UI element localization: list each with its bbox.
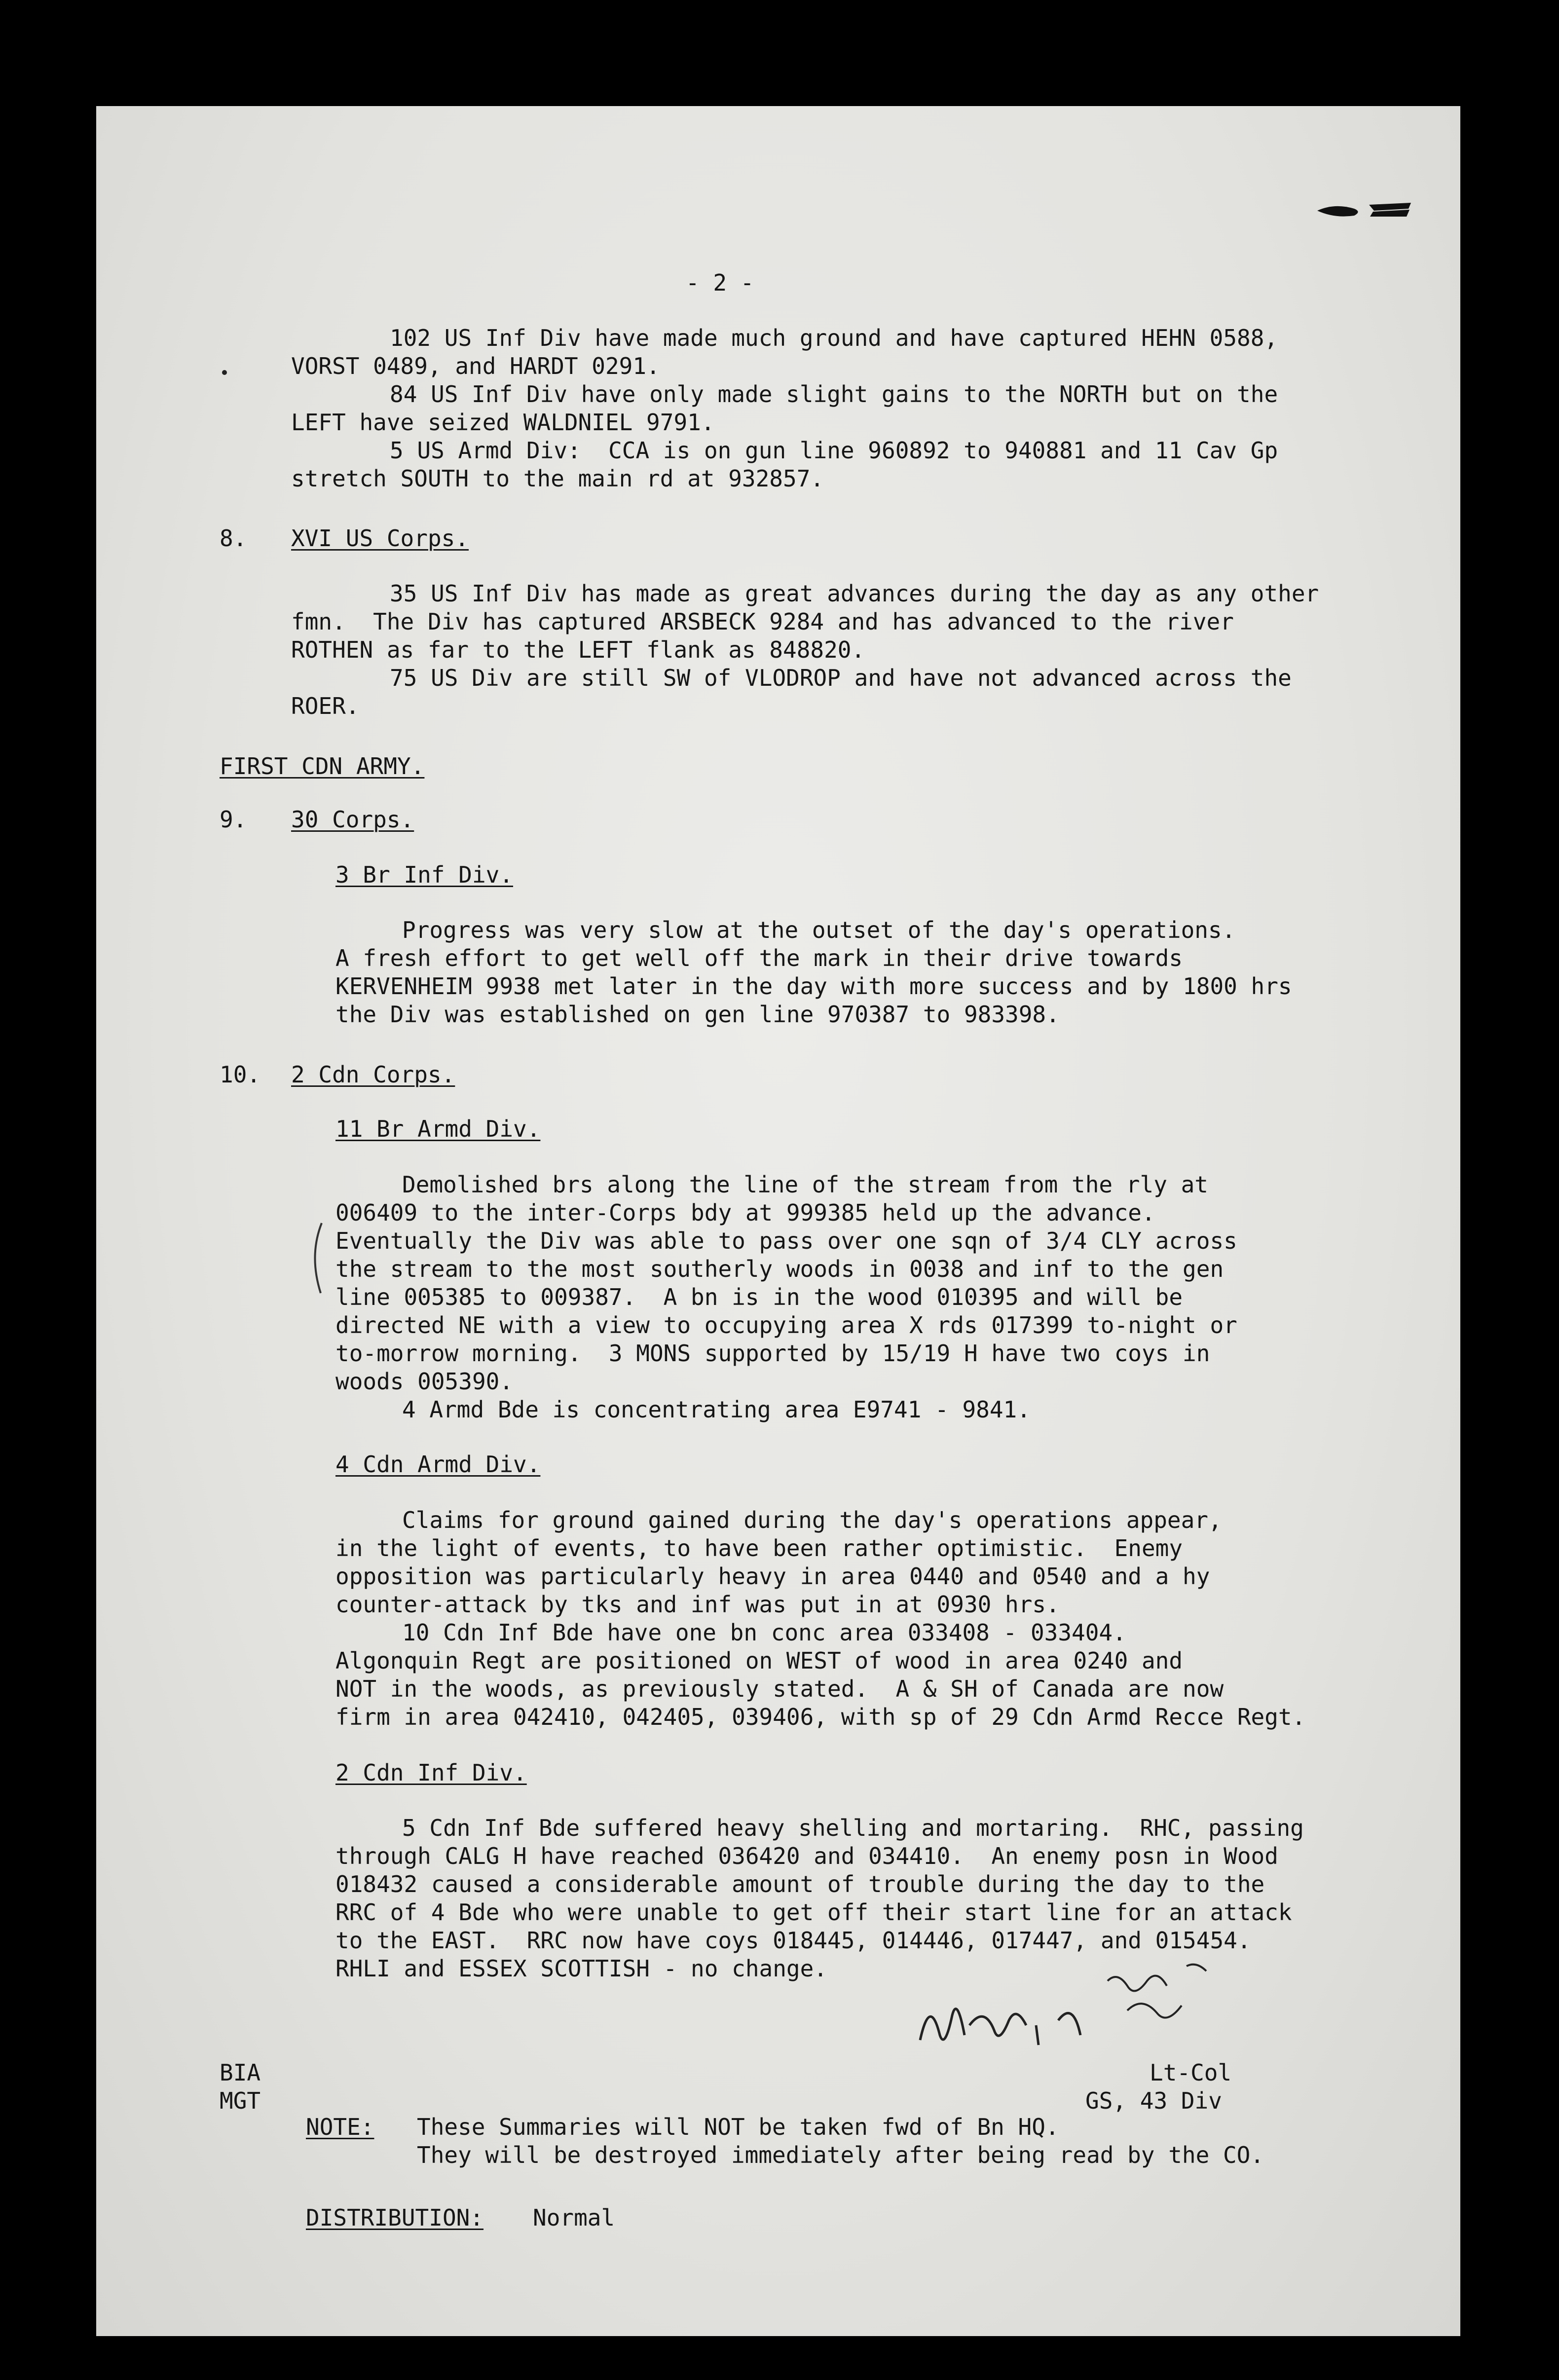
section-8-title: XVI US Corps. [291, 525, 469, 552]
para-4cdn-line-3: opposition was particularly heavy in area 0440 and 0540 and a hy [335, 1563, 1210, 1590]
distribution-label: DISTRIBUTION: [306, 2204, 484, 2231]
section-8-number: 8. [220, 525, 247, 552]
section-9-title: 30 Corps. [291, 806, 414, 833]
para-2cdn-line-5: to the EAST. RRC now have coys 018445, 014446, 017447, and 015454. [335, 1927, 1251, 1954]
note-line-2: They will be destroyed immediately after being read by the CO. [417, 2142, 1264, 2168]
para-3br-line-2: A fresh effort to get well off the mark in their drive towards [335, 945, 1183, 971]
para-35-line-3: ROTHEN as far to the LEFT flank as 848820. [291, 636, 865, 663]
para-75-line-2: ROER. [291, 693, 360, 719]
para-4cdn-line-2: in the light of events, to have been rather optimistic. Enemy [335, 1535, 1183, 1562]
para-102-line-2: VORST 0489, and HARDT 0291. [291, 353, 660, 379]
margin-bracket-mark [306, 1221, 326, 1295]
para-2cdn-line-1: 5 Cdn Inf Bde suffered heavy shelling and mortaring. RHC, passing [402, 1815, 1304, 1841]
first-cdn-army-heading: FIRST CDN ARMY. [220, 753, 425, 780]
section-10-title: 2 Cdn Corps. [291, 1061, 455, 1088]
subsection-2cdn-title: 2 Cdn Inf Div. [335, 1759, 527, 1786]
ref-bia: BIA [220, 2059, 261, 2086]
para-75-line-1: 75 US Div are still SW of VLODROP and have not advanced across the [390, 665, 1292, 691]
para-35-line-1: 35 US Inf Div has made as great advances during the day as any other [390, 580, 1319, 607]
para-4cdn-line-4: counter-attack by tks and inf was put in at 0930 hrs. [335, 1591, 1060, 1618]
para-3br-line-1: Progress was very slow at the outset of the day's operations. [402, 917, 1236, 943]
para-11-line-3: Eventually the Div was able to pass over one sqn of 3/4 CLY across [335, 1227, 1237, 1254]
ref-mgt: MGT [220, 2087, 261, 2114]
subsection-4cdn-title: 4 Cdn Armd Div. [335, 1451, 541, 1478]
para-4armd: 4 Armd Bde is concentrating area E9741 - 9841. [402, 1396, 1031, 1423]
margin-dot [222, 370, 227, 375]
document-page [96, 106, 1460, 2336]
para-2cdn-line-6: RHLI and ESSEX SCOTTISH - no change. [335, 1955, 827, 1982]
signature-unit: GS, 43 Div [1085, 2087, 1222, 2114]
para-11-line-8: woods 005390. [335, 1368, 514, 1395]
para-11-line-4: the stream to the most southerly woods in 0038 and inf to the gen [335, 1256, 1224, 1282]
section-10-number: 10. [220, 1061, 261, 1088]
para-2cdn-line-3: 018432 caused a considerable amount of trouble during the day to the [335, 1871, 1265, 1897]
para-2cdn-line-4: RRC of 4 Bde who were unable to get off their start line for an attack [335, 1899, 1292, 1926]
para-10cdn-line-2: Algonquin Regt are positioned on WEST of wood in area 0240 and [335, 1647, 1183, 1674]
distribution-value: Normal [533, 2204, 615, 2231]
para-3br-line-4: the Div was established on gen line 970387 to 983398. [335, 1001, 1060, 1028]
para-11-line-2: 006409 to the inter-Corps bdy at 999385 held up the advance. [335, 1199, 1155, 1226]
para-10cdn-line-4: firm in area 042410, 042405, 039406, with sp of 29 Cdn Armd Recce Regt. [335, 1704, 1306, 1730]
para-102-line-1: 102 US Inf Div have made much ground and have captured HEHN 0588, [390, 325, 1278, 351]
subsection-3br-title: 3 Br Inf Div. [335, 861, 514, 888]
handwritten-signature [910, 1951, 1285, 2070]
para-84-line-1: 84 US Inf Div have only made slight gains to the NORTH but on the [390, 381, 1278, 408]
para-4cdn-line-1: Claims for ground gained during the day's operations appear, [402, 1507, 1222, 1533]
para-2cdn-line-2: through CALG H have reached 036420 and 034410. An enemy posn in Wood [335, 1843, 1278, 1869]
note-line-1: These Summaries will NOT be taken fwd of Bn HQ. [417, 2114, 1059, 2140]
para-10cdn-line-3: NOT in the woods, as previously stated. A & SH of Canada are now [335, 1675, 1224, 1702]
para-35-line-2: fmn. The Div has captured ARSBECK 9284 and has advanced to the river [291, 608, 1234, 635]
para-84-line-2: LEFT have seized WALDNIEL 9791. [291, 409, 715, 436]
para-5us-line-2: stretch SOUTH to the main rd at 932857. [291, 465, 824, 492]
subsection-11br-title: 11 Br Armd Div. [335, 1116, 541, 1142]
para-5us-line-1: 5 US Armd Div: CCA is on gun line 960892 to 940881 and 11 Cav Gp [390, 437, 1278, 464]
para-11-line-7: to-morrow morning. 3 MONS supported by 15/19 H have two coys in [335, 1340, 1210, 1367]
note-label: NOTE: [306, 2114, 374, 2140]
para-3br-line-3: KERVENHEIM 9938 met later in the day with more success and by 1800 hrs [335, 973, 1292, 1000]
para-11-line-6: directed NE with a view to occupying area X rds 017399 to-night or [335, 1312, 1237, 1339]
corner-mark [1315, 200, 1413, 220]
para-11-line-5: line 005385 to 009387. A bn is in the wood 010395 and will be [335, 1284, 1183, 1310]
para-10cdn-line-1: 10 Cdn Inf Bde have one bn conc area 033408 - 033404. [402, 1619, 1126, 1646]
para-11-line-1: Demolished brs along the line of the stream from the rly at [402, 1171, 1208, 1198]
page-number: - 2 - [686, 269, 754, 296]
signature-rank: Lt-Col [1150, 2059, 1232, 2086]
section-9-number: 9. [220, 806, 247, 833]
